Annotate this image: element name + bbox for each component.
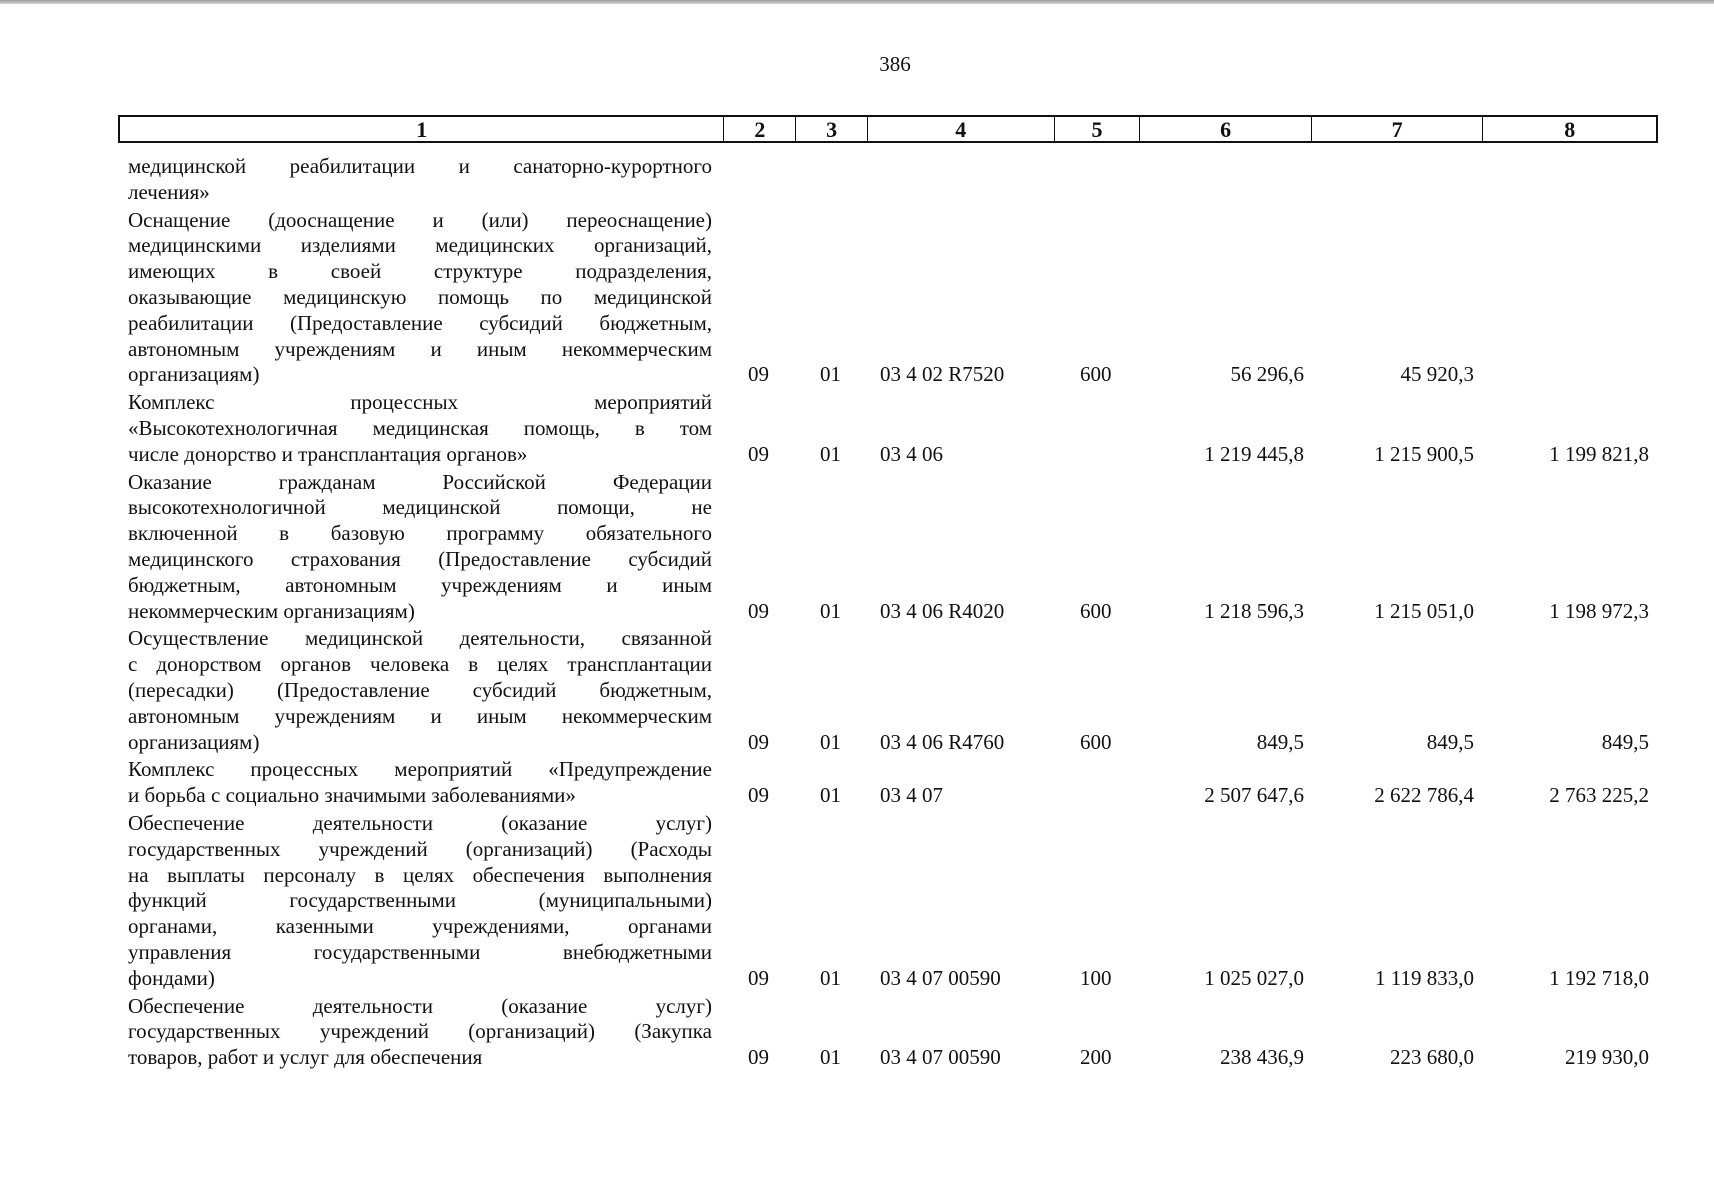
cell-col-3: 01 [820,1045,841,1070]
cell-col-5: 600 [1080,729,1112,754]
table-row [0,757,1714,809]
header-col-6: 6 [1140,117,1312,141]
description-line: включенной в базовую программу обязательного [128,521,712,546]
row-description [128,208,712,389]
cell-col-8: 1 198 972,3 [1549,598,1649,623]
description-line: организациям) [128,729,260,754]
description-line: Обеспечение деятельности (оказание услуг) [128,993,712,1018]
header-col-4: 4 [868,117,1055,141]
cell-col-4: 03 4 07 00590 [880,965,1001,990]
cell-col-2: 09 [748,362,769,387]
description-line: органами, казенными учреждениями, органами [128,914,712,939]
description-line: организациям) [128,362,260,387]
description-line: управления государственными внебюджетными [128,939,712,964]
cell-col-5: 600 [1080,598,1112,623]
description-line: государственных учреждений (организаций) (Расходы [128,836,712,861]
row-description [128,626,712,755]
cell-col-2: 09 [748,965,769,990]
description-line: Оснащение (дооснащение и (или) переоснащение) [128,207,712,232]
cell-col-3: 01 [820,598,841,623]
description-line: (пересадки) (Предоставление субсидий бюджетным, [128,677,712,702]
cell-col-6: 1 219 445,8 [1204,441,1304,466]
description-line: реабилитации (Предоставление субсидий бюджетным, [128,310,712,335]
table-row [0,208,1714,389]
description-line: Осуществление медицинской деятельности, связанной [128,626,712,651]
description-line: высокотехнологичной медицинской помощи, не [128,495,712,520]
cell-col-2: 09 [748,729,769,754]
description-line: товаров, работ и услуг для обеспечения [128,1045,483,1070]
description-line: Оказание гражданам Российской Федерации [128,469,712,494]
cell-col-8: 1 199 821,8 [1549,441,1649,466]
cell-col-8: 219 930,0 [1565,1045,1649,1070]
description-line: автономным учреждениям и иным некоммерческим [128,336,712,361]
header-col-2: 2 [724,117,796,141]
description-line: имеющих в своей структуре подразделения, [128,259,712,284]
description-line: Обеспечение деятельности (оказание услуг) [128,811,712,835]
cell-col-7: 849,5 [1426,729,1474,754]
description-line: некоммерческим организациям) [128,598,415,623]
row-description [128,470,712,625]
cell-col-8: 2 763 225,2 [1549,783,1649,808]
cell-col-7: 2 622 786,4 [1374,783,1474,808]
description-line: функций государственными (муниципальными) [128,888,712,913]
description-line: фондами) [128,965,215,990]
cell-col-2: 09 [748,1045,769,1070]
table-row [0,390,1714,467]
cell-col-7: 223 680,0 [1390,1045,1474,1070]
description-line: медицинского страхования (Предоставление субсидий [128,546,712,571]
cell-col-7: 45 920,3 [1400,362,1474,387]
cell-col-4: 03 4 02 R7520 [880,362,1005,387]
row-description [128,390,712,467]
cell-col-4: 03 4 06 R4760 [880,729,1005,754]
cell-col-2: 09 [748,441,769,466]
cell-col-6: 1 218 596,3 [1204,598,1304,623]
cell-col-6: 56 296,6 [1230,362,1304,387]
description-line: государственных учреждений (организаций) (Закупка [128,1019,712,1044]
description-line: на выплаты персоналу в целях обеспечения выполнения [128,862,712,887]
cell-col-8: 849,5 [1601,729,1649,754]
description-line: числе донорство и трансплантация органов» [128,441,528,466]
row-description [128,154,712,206]
cell-col-4: 03 4 06 R4020 [880,598,1005,623]
cell-col-6: 849,5 [1256,729,1304,754]
cell-col-3: 01 [820,783,841,808]
page-number: 386 [879,52,911,76]
table-row [0,154,1714,206]
description-line: с донорством органов человека в целях трансплантации [128,652,712,677]
table-row [0,994,1714,1071]
table-header [118,115,1658,143]
table-row [0,626,1714,755]
cell-col-3: 01 [820,441,841,466]
cell-col-3: 01 [820,965,841,990]
cell-col-6: 1 025 027,0 [1204,965,1304,990]
header-col-1: 1 [120,117,724,141]
row-description [128,757,712,809]
description-line: автономным учреждениям и иным некоммерческим [128,703,712,728]
cell-col-5: 200 [1080,1045,1112,1070]
cell-col-4: 03 4 06 [880,441,943,466]
header-col-7: 7 [1312,117,1484,141]
scan-edge [0,0,1714,4]
description-line: оказывающие медицинскую помощь по медицинской [128,284,712,309]
cell-col-7: 1 215 051,0 [1374,598,1474,623]
cell-col-7: 1 119 833,0 [1375,965,1474,990]
cell-col-8: 1 192 718,0 [1549,965,1649,990]
description-line: медицинскими изделиями медицинских организаций, [128,233,712,258]
description-line: лечения» [128,179,210,204]
header-col-8: 8 [1564,117,1576,142]
cell-col-4: 03 4 07 [880,783,943,808]
description-line: «Высокотехнологичная медицинская помощь, в том [128,415,712,440]
cell-col-2: 09 [748,783,769,808]
row-description [128,994,712,1071]
cell-col-4: 03 4 07 00590 [880,1045,1001,1070]
cell-col-3: 01 [820,729,841,754]
row-description [128,811,712,992]
cell-col-7: 1 215 900,5 [1374,441,1474,466]
description-line: и борьба с социально значимыми заболеваниями» [128,783,576,808]
table-row [0,470,1714,625]
cell-col-2: 09 [748,598,769,623]
header-col-3: 3 [796,117,868,141]
table-row [0,811,1714,992]
header-col-5: 5 [1055,117,1141,141]
description-line: медицинской реабилитации и санаторно-курортного [128,154,712,178]
cell-col-6: 2 507 647,6 [1204,783,1304,808]
description-line: бюджетным, автономным учреждениям и иным [128,572,712,597]
cell-col-5: 600 [1080,362,1112,387]
description-line: Комплекс процессных мероприятий [128,390,712,415]
description-line: Комплекс процессных мероприятий «Предупреждение [128,757,712,782]
cell-col-5: 100 [1080,965,1112,990]
cell-col-6: 238 436,9 [1220,1045,1304,1070]
cell-col-3: 01 [820,362,841,387]
